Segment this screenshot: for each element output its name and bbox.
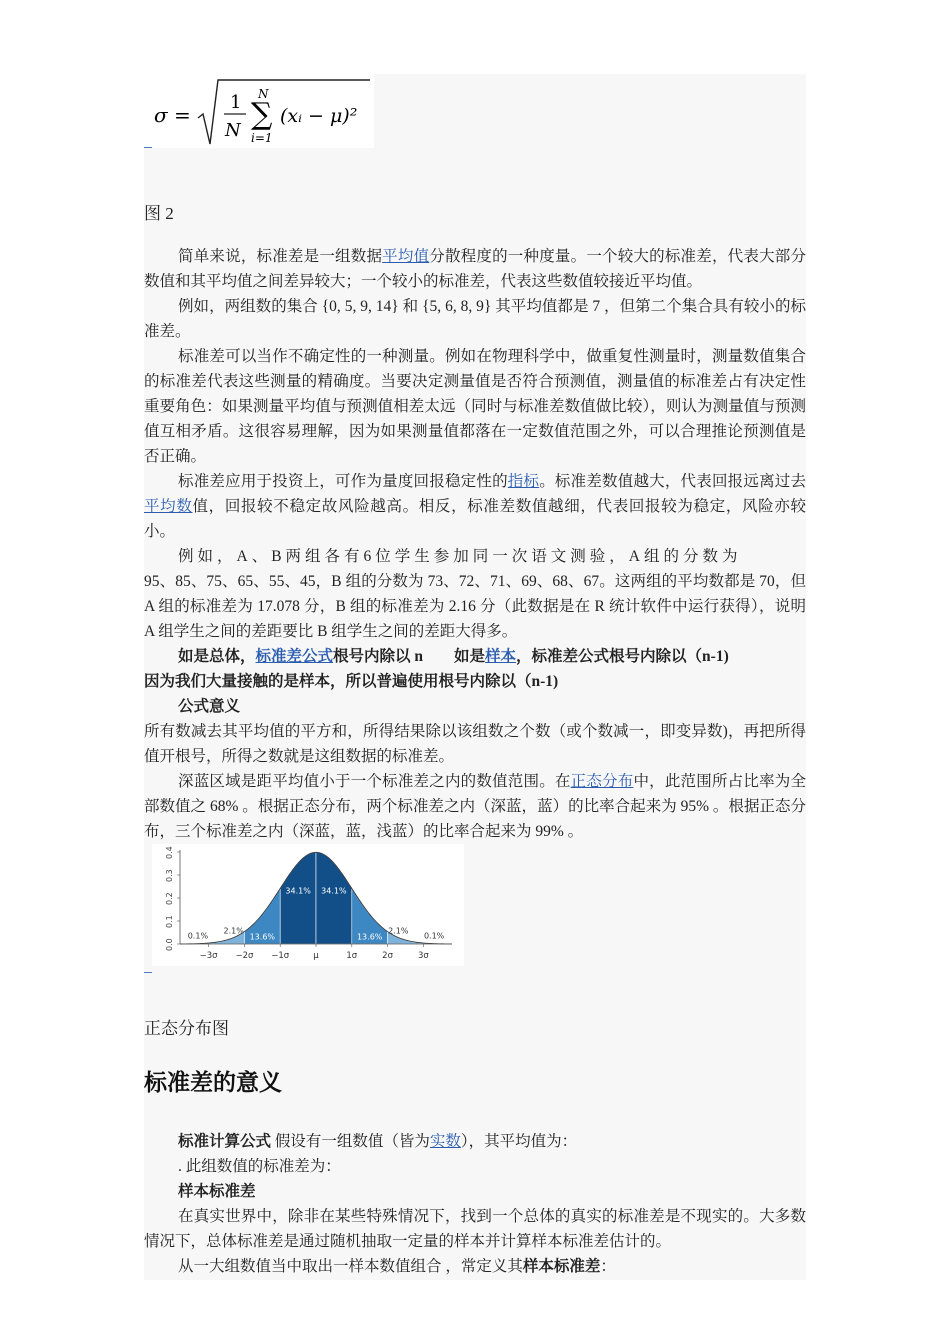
tail-label-1: 0.1% bbox=[423, 931, 445, 941]
paragraph-4: 标准差应用于投资上，可作为量度回报稳定性的指标。标准差数值越大，代表回报远离过去平均数值，回报较不稳定故风险越高。相反，标准差数值越细，代表回报较为稳定，风险亦较小。 bbox=[144, 473, 806, 540]
region-label-0: 2.1% bbox=[223, 926, 244, 936]
paragraph-5b: 95、85、75、65、55、45，B 组的分数为 73、72、71、69、68、67。这两组的平均数都是 70，但 A 组的标准差为 17.078 分，B 组的标准差为 2.16 分（此数据是在 R 统计软件中运行获得），说明 A 组学生之间的差距要比 B 组学生之间的差距大得多。 bbox=[144, 573, 806, 640]
x-tick-label-5: 2σ bbox=[382, 951, 393, 961]
paragraph-11: 在真实世界中，除非在某些特殊情况下，找到一个总体的真实的标准差是不现实的。大多数情况下，总体标准差是通过随机抽取一定量的样本并计算样本标准差估计的。 bbox=[144, 1208, 806, 1250]
paragraph-10: . 此组数值的标准差为： bbox=[178, 1158, 341, 1175]
sample-sd-title: 样本标准差 bbox=[178, 1183, 256, 1200]
x-tick-label-4: 1σ bbox=[346, 951, 358, 961]
paragraph-6: 如是总体，标准差公式根号内除以 n 如是样本，标准差公式根号内除以（n-1) bbox=[178, 648, 729, 665]
paragraph-12: 从一大组数值当中取出一样本数值组合 ，常定义其样本标准差： bbox=[178, 1258, 616, 1275]
paragraph-1: 简单来说，标准差是一组数据平均值分散程度的一种度量。一个较大的标准差，代表大部分数值和其平均值之间差异较大；一个较小的标准差，代表这些数值较接近平均值。 bbox=[144, 248, 806, 290]
paragraph-6b: 因为我们大量接触的是样本，所以普遍使用根号内除以（n-1) bbox=[144, 673, 559, 690]
region-label-5: 2.1% bbox=[388, 926, 409, 936]
text-block-1 bbox=[144, 244, 806, 844]
y-tick-label-0: 0.0 bbox=[165, 938, 174, 951]
x-tick-label-0: −3σ bbox=[199, 951, 218, 961]
formula-sum-top: N bbox=[258, 87, 269, 101]
normal-caption: 正态分布图 bbox=[144, 1019, 229, 1038]
y-tick-label-2: 0.2 bbox=[165, 892, 174, 905]
chart-link-marker[interactable] bbox=[144, 972, 152, 973]
paragraph-8: 深蓝区域是距平均值小于一个标准差之内的数值范围。在正态分布中，此范围所占比率为全部数值之 68% 。根据正态分布，两个标准差之内（深蓝，蓝）的比率合起来为 95% 。根据正态分布，三个标准差之内（深蓝，蓝，浅蓝）的比率合起来为 99% 。 bbox=[144, 773, 806, 840]
region-label-2: 34.1% bbox=[285, 886, 311, 896]
document-page bbox=[144, 74, 806, 1280]
x-tick-label-6: 3σ bbox=[417, 951, 429, 961]
paragraph-7: 所有数减去其平均值的平方和，所得结果除以该组数之个数（或个数减一，即变异数)，再把所得值开根号，所得之数就是这组数据的标准差。 bbox=[144, 723, 806, 765]
region-label-3: 34.1% bbox=[321, 886, 347, 896]
paragraph-3: 标准差可以当作不确定性的一种测量。例如在物理科学中，做重复性测量时，测量数值集合的标准差代表这些测量的精确度。当要决定测量值是否符合预测值，测量值的标准差占有决定性重要角色：如果测量平均值与预测值相差太远（同时与标准差数值做比较），则认为测量值与预测值互相矛盾。这很容易理解，因为如果测量值都落在一定数值范围之外，可以合理推论预测值是否正确。 bbox=[144, 348, 806, 465]
paragraph-5a: 例如，A、B两组各有6位学生参加同一次语文测验，A组的分数为 bbox=[178, 548, 742, 565]
formula-one: 1 bbox=[230, 92, 242, 113]
normal-chart-svg bbox=[152, 844, 464, 966]
formula-body: (xᵢ − μ)² bbox=[280, 105, 358, 127]
link-mean[interactable]: 平均值 bbox=[382, 248, 430, 265]
x-tick-label-2: −1σ bbox=[271, 951, 290, 961]
y-tick-label-3: 0.3 bbox=[165, 869, 174, 882]
sd-formula-image bbox=[144, 74, 374, 148]
formula-equals: = bbox=[174, 103, 191, 127]
paragraph-2: 例如，两组数的集合 {0, 5, 9, 14} 和 {5, 6, 8, 9} 其平均值都是 7 ，但第二个集合具有较小的标准差。 bbox=[144, 298, 806, 340]
link-sd-formula[interactable]: 标准差公式 bbox=[255, 648, 334, 665]
formula-sigma: σ bbox=[154, 103, 168, 127]
link-average[interactable]: 平均数 bbox=[144, 498, 193, 515]
formula-n: N bbox=[225, 120, 241, 141]
link-sample[interactable]: 样本 bbox=[485, 648, 517, 665]
sd-formula bbox=[148, 78, 374, 148]
formula-meaning-title: 公式意义 bbox=[178, 698, 241, 715]
x-tick-label-3: μ bbox=[313, 951, 319, 961]
x-tick-label-1: −2σ bbox=[235, 951, 254, 961]
figure2-caption: 图 2 bbox=[144, 204, 174, 223]
region-label-1: 13.6% bbox=[249, 932, 276, 942]
y-tick-label-1: 0.1 bbox=[165, 915, 174, 928]
y-tick-label-4: 0.4 bbox=[165, 846, 174, 859]
section-heading: 标准差的意义 bbox=[144, 1070, 282, 1096]
link-indicator[interactable]: 指标 bbox=[507, 473, 540, 490]
paragraph-9: 标准计算公式 假设有一组数值（皆为实数），其平均值为： bbox=[178, 1133, 578, 1150]
link-normal-distribution[interactable]: 正态分布 bbox=[570, 773, 634, 790]
region-label-4: 13.6% bbox=[356, 932, 383, 942]
text-block-2 bbox=[144, 1129, 806, 1279]
image-link-marker[interactable] bbox=[144, 147, 152, 148]
sum-icon: ∑ bbox=[251, 97, 273, 132]
region-2 bbox=[280, 852, 316, 944]
formula-sum-bottom: i=1 bbox=[251, 131, 273, 145]
normal-distribution-chart bbox=[152, 844, 464, 966]
region-3 bbox=[316, 852, 352, 944]
link-real-number[interactable]: 实数 bbox=[429, 1133, 461, 1150]
tail-label-0: 0.1% bbox=[187, 931, 209, 941]
